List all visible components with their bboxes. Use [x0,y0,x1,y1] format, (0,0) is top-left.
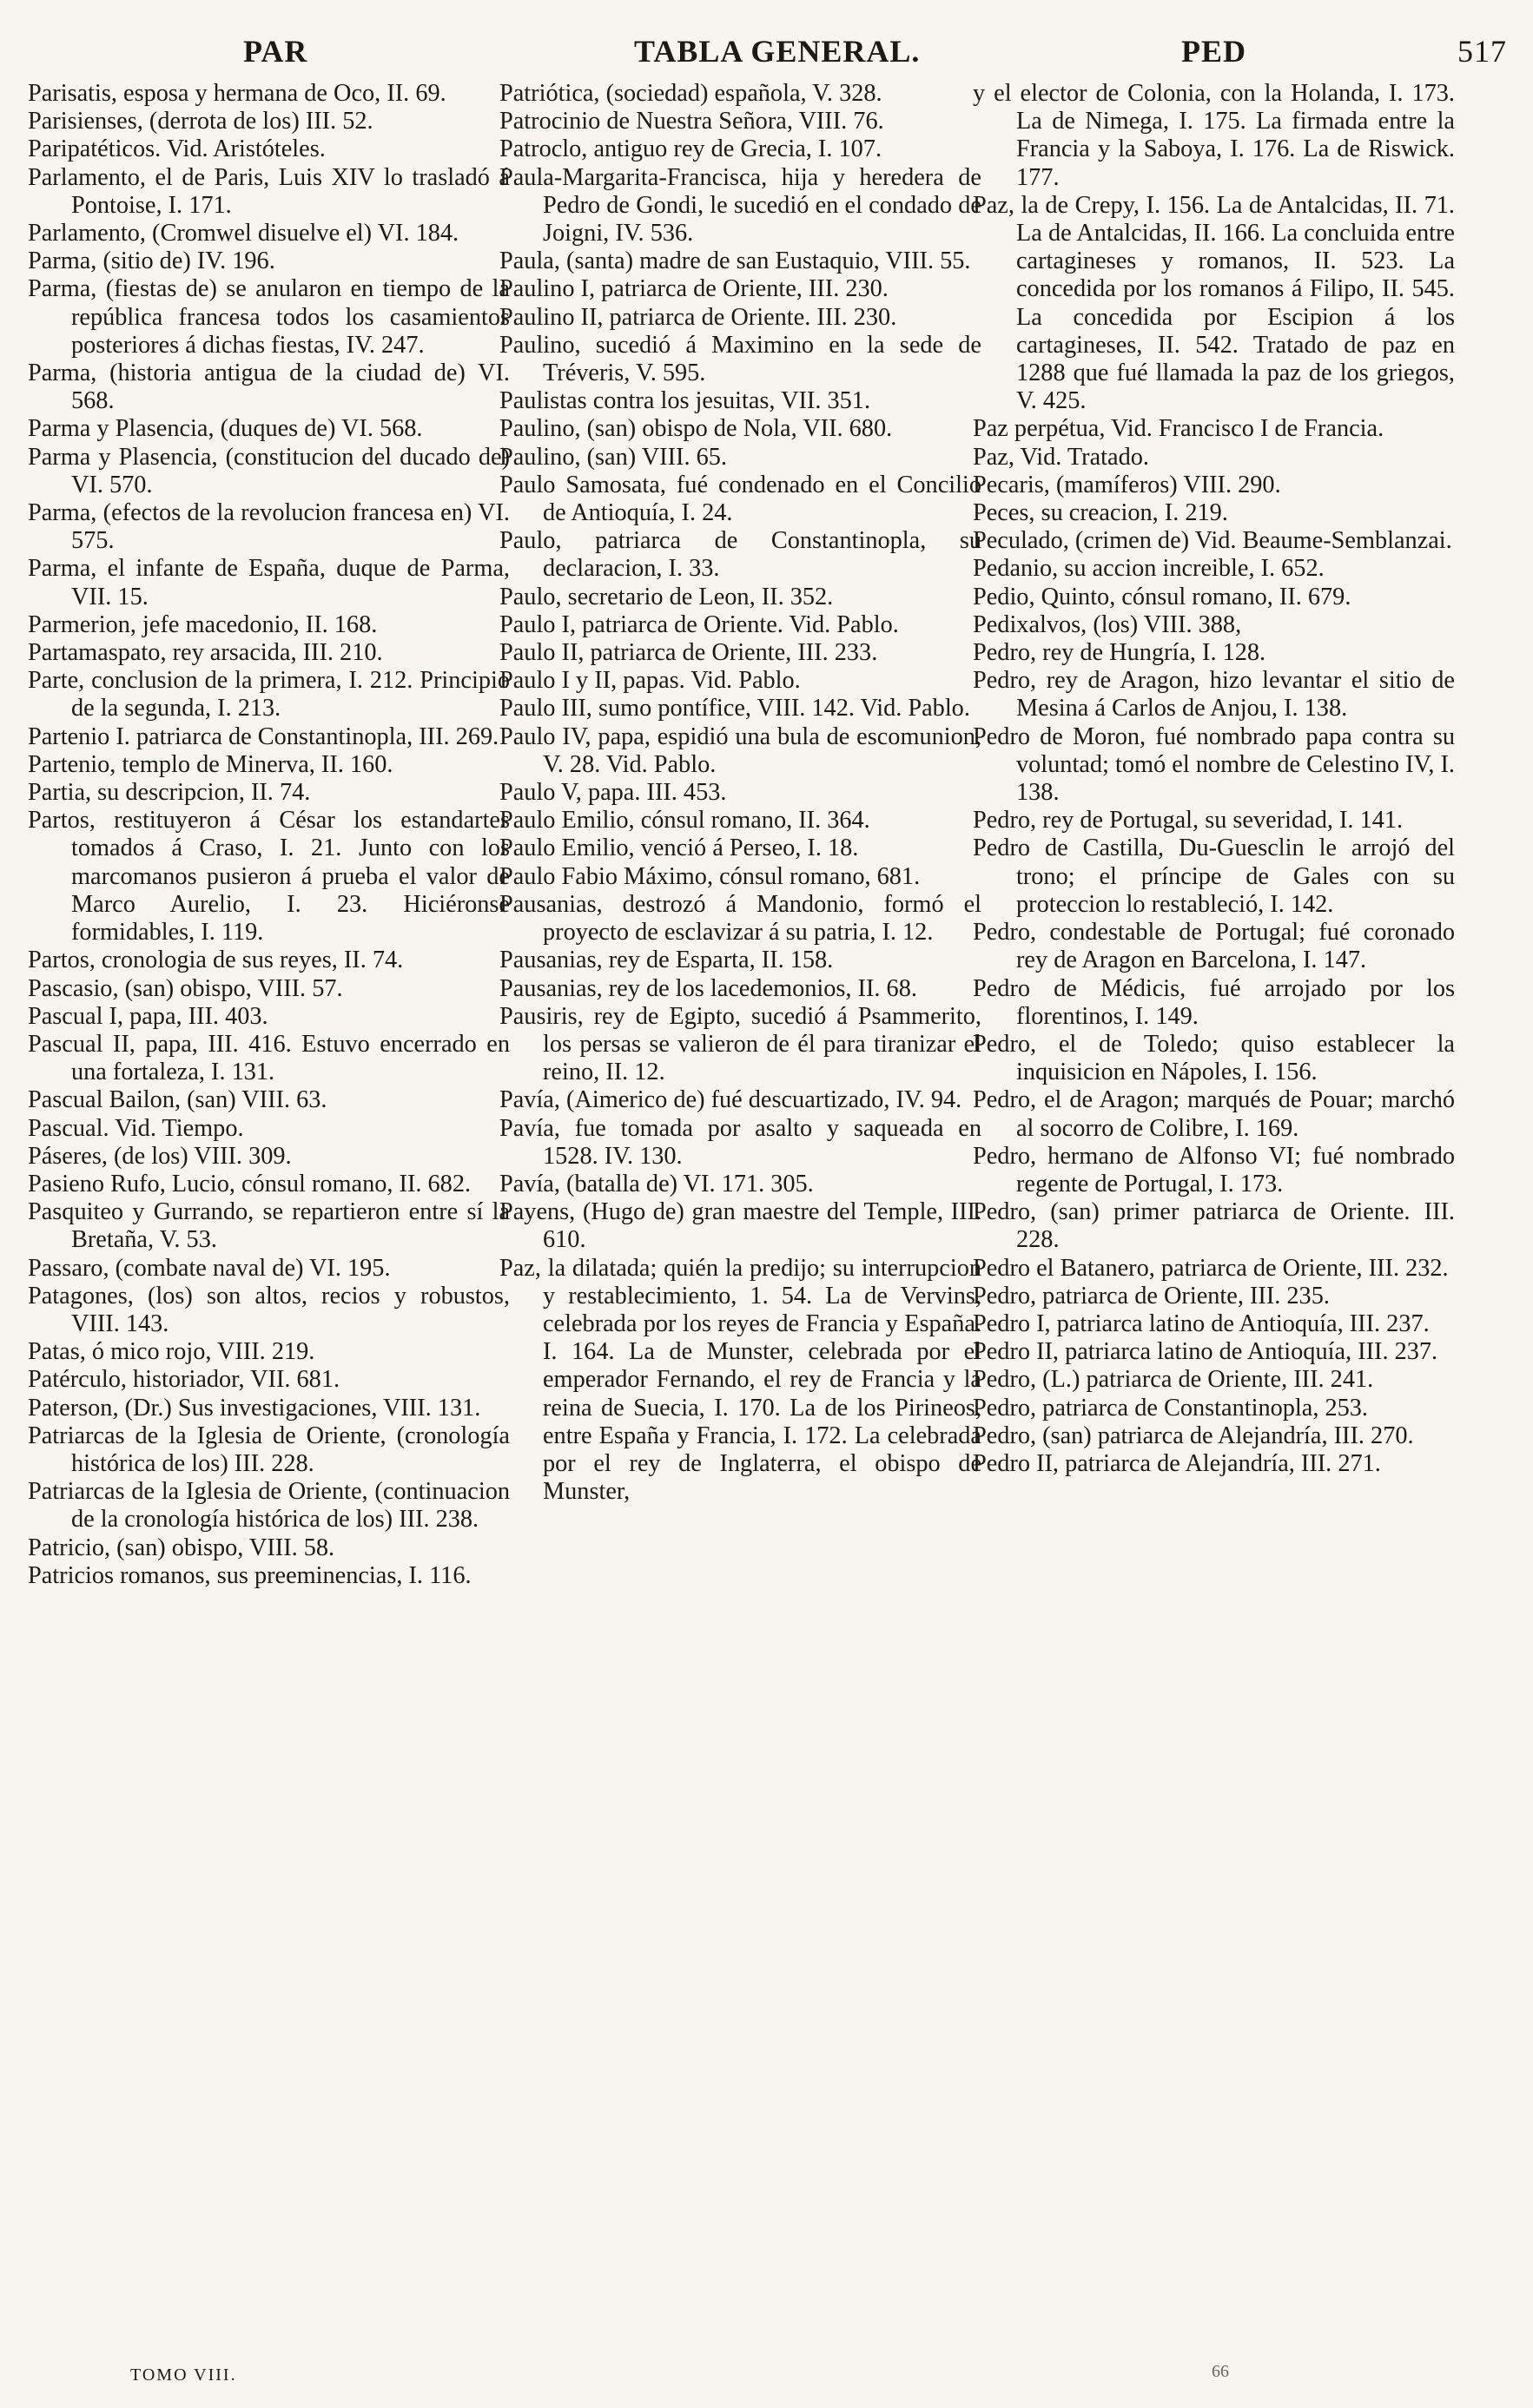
index-entry: Parma, el infante de España, duque de Parma, VII. 15. [28,555,510,610]
volume-footer: TOMO VIII. [130,2365,237,2385]
index-entry: Pedro, (san) primer patriarca de Oriente. III. 228. [973,1198,1455,1254]
index-entry: Paz, la dilatada; quién la predijo; su interrupcion y restablecimiento, 1. 54. La de Vervins, celebrada por los reyes de Francia y España. I. 164. La de Munster, celebrada por el emperador Fernando, el rey de Francia y la reina de Suecia, I. 170. La de los Pirineos, entre España y Francia, I. 172. La celebrada por el rey de Inglaterra, el obispo de Munster, [499,1254,981,1506]
header-left-keyword: PAR [243,34,308,69]
index-entry: Paz perpétua, Vid. Francisco I de Francia. [973,415,1384,443]
index-entry: Paulistas contra los jesuitas, VII. 351. [499,387,871,415]
index-entry: Partenio I. patriarca de Constantinopla, III. 269. [28,722,499,750]
index-entry: Passaro, (combate naval de) VI. 195. [28,1254,391,1282]
index-entry: Pedro, patriarca de Constantinopla, 253. [973,1394,1368,1422]
index-entry: Paulino, sucedió á Maximino en la sede de Tréveris, V. 595. [499,331,981,387]
index-entry: Pedro, rey de Aragon, hizo levantar el sitio de Mesina á Carlos de Anjou, I. 138. [973,667,1455,722]
index-entry: Paulo Emilio, venció á Perseo, I. 18. [499,835,859,862]
index-entry: Pedanio, su accion increible, I. 652. [973,555,1325,583]
index-entry: Parisatis, esposa y hermana de Oco, II. 69. [28,80,446,107]
index-entry: Pedro, el de Toledo; quiso establecer la inquisicion en Nápoles, I. 156. [973,1030,1455,1086]
index-entry: Paulo I y II, papas. Vid. Pablo. [499,667,801,695]
index-entry: Paula, (santa) madre de san Eustaquio, VIII. 55. [499,247,971,275]
index-entry: y el elector de Colonia, con la Holanda, I. 173. La de Nimega, I. 175. La firmada entre la Francia y la Saboya, I. 176. La de Riswick. 177. [973,80,1455,191]
index-entry: Patrocinio de Nuestra Señora, VIII. 76. [499,108,884,135]
index-entry: Pecaris, (mamíferos) VIII. 290. [973,471,1281,498]
index-entry: Pasieno Rufo, Lucio, cónsul romano, II. 682. [28,1170,472,1197]
index-entry: Pedro, el de Aragon; marqués de Pouar; marchó al socorro de Colibre, I. 169. [973,1086,1455,1142]
index-entry: Paulo II, patriarca de Oriente, III. 233. [499,639,878,667]
index-entry: Partenio, templo de Minerva, II. 160. [28,750,393,778]
index-entry: Pedixalvos, (los) VIII. 388, [973,610,1242,638]
index-entry: Paulo Emilio, cónsul romano, II. 364. [499,807,870,835]
index-column-3 [973,80,1455,1478]
page-header [26,33,1507,76]
index-entry: Parlamento, el de Paris, Luis XIV lo trasladó á Pontoise, I. 171. [28,163,510,219]
index-entry: Peculado, (crimen de) Vid. Beaume-Semblanzai. [973,527,1452,555]
index-entry: Paulo Samosata, fué condenado en el Concilio de Antioquía, I. 24. [499,471,981,527]
index-entry: Patricios romanos, sus preeminencias, I. 116. [28,1561,472,1589]
index-entry: Pavía, (Aimerico de) fué descuartizado, IV. 94. [499,1086,962,1114]
index-entry: Pedro, patriarca de Oriente, III. 235. [973,1282,1330,1310]
index-entry: Partos, restituyeron á César los estandartes tomados á Craso, I. 21. Junto con los marcomanos pusieron á prueba el valor de Marco Aurelio, I. 23. Hiciéronse formidables, I. 119. [28,807,510,947]
index-entry: Paulo, secretario de Leon, II. 352. [499,583,834,610]
index-entry: Pascual II, papa, III. 416. Estuvo encerrado en una fortaleza, I. 131. [28,1030,510,1086]
index-entry: Pascasio, (san) obispo, VIII. 57. [28,974,343,1002]
index-entry: Patricio, (san) obispo, VIII. 58. [28,1534,335,1561]
index-entry: Paulo, patriarca de Constantinopla, su declaracion, I. 33. [499,527,981,583]
index-entry: Paulino II, patriarca de Oriente. III. 230. [499,303,897,331]
index-entry: Pedro, rey de Hungría, I. 128. [973,639,1266,667]
index-entry: Parisienses, (derrota de los) III. 52. [28,108,373,135]
index-entry: Partos, cronologia de sus reyes, II. 74. [28,947,404,974]
index-entry: Parma, (historia antigua de la ciudad de) VI. 568. [28,360,510,415]
index-entry: Patroclo, antiguo rey de Grecia, I. 107. [499,135,882,163]
index-entry: Páseres, (de los) VIII. 309. [28,1142,292,1170]
index-entry: Pedro II, patriarca latino de Antioquía, III. 237. [973,1338,1438,1366]
index-entry: Pascual Bailon, (san) VIII. 63. [28,1086,327,1114]
index-entry: Peces, su creacion, I. 219. [973,499,1228,527]
index-entry: Paz, la de Crepy, I. 156. La de Antalcidas, II. 71. La de Antalcidas, II. 166. La concluida entre cartagineses y romanos, II. 523. La concedida por los romanos á Filipo, II. 545. La concedida por Escipion á los cartagineses, II. 542. Tratado de paz en 1288 que fué llamada la paz de los griegos, V. 425. [973,191,1455,415]
index-entry: Pedio, Quinto, cónsul romano, II. 679. [973,583,1351,610]
index-entry: Pascual I, papa, III. 403. [28,1002,268,1030]
index-entry: Patagones, (los) son altos, recios y robustos, VIII. 143. [28,1282,510,1337]
index-entry: Parma y Plasencia, (constitucion del ducado de) VI. 570. [28,443,510,498]
signature-mark: 66 [1212,2362,1229,2381]
index-entry: Pavía, (batalla de) VI. 171. 305. [499,1170,814,1197]
index-entry: Patérculo, historiador, VII. 681. [28,1366,340,1394]
index-entry: Pedro, (san) patriarca de Alejandría, III. 270. [973,1422,1414,1449]
index-entry: Patriarcas de la Iglesia de Oriente, (cronología histórica de los) III. 228. [28,1422,510,1477]
index-entry: Patriarcas de la Iglesia de Oriente, (continuacion de la cronología histórica de los) III. 238. [28,1478,510,1534]
index-entry: Paula-Margarita-Francisca, hija y heredera de Pedro de Gondi, le sucedió en el condado de Joigni, IV. 536. [499,163,981,247]
index-entry: Parte, conclusion de la primera, I. 212. Principio de la segunda, I. 213. [28,667,510,722]
index-entry: Pedro, condestable de Portugal; fué coronado rey de Aragon en Barcelona, I. 147. [973,919,1455,974]
index-entry: Pedro, rey de Portugal, su severidad, I. 141. [973,807,1404,835]
index-entry: Pausanias, destrozó á Mandonio, formó el proyecto de esclavizar á su patria, I. 12. [499,890,981,947]
index-entry: Paulo IV, papa, espidió una bula de escomunion, V. 28. Vid. Pablo. [499,722,981,778]
index-entry: Pedro, hermano de Alfonso VI; fué nombrado regente de Portugal, I. 173. [973,1142,1455,1197]
header-right-keyword: PED [1181,34,1246,69]
index-entry: Parlamento, (Cromwel disuelve el) VI. 184. [28,220,459,247]
index-entry: Parmerion, jefe macedonio, II. 168. [28,610,378,638]
index-entry: Paulo I, patriarca de Oriente. Vid. Pablo. [499,610,899,638]
index-entry: Paz, Vid. Tratado. [973,443,1149,471]
index-entry: Parma, (fiestas de) se anularon en tiempo de la república francesa todos los casamientos posteriores á dichas fiestas, IV. 247. [28,275,510,359]
index-entry: Pedro II, patriarca de Alejandría, III. 271. [973,1449,1381,1477]
index-entry: Partia, su descripcion, II. 74. [28,779,311,807]
index-entry: Paulo III, sumo pontífice, VIII. 142. Vid. Pablo. [499,695,970,722]
index-entry: Paulo V, papa. III. 453. [499,779,727,807]
index-entry: Pedro de Moron, fué nombrado papa contra su voluntad; tomó el nombre de Celestino IV, I. 138. [973,722,1455,807]
index-entry: Pedro de Castilla, Du-Guesclin le arrojó del trono; el príncipe de Gales con su proteccion lo restableció, I. 142. [973,835,1455,918]
index-entry: Paripatéticos. Vid. Aristóteles. [28,135,326,163]
index-entry: Patriótica, (sociedad) española, V. 328. [499,80,882,107]
index-entry: Payens, (Hugo de) gran maestre del Temple, III. 610. [499,1198,981,1254]
index-entry: Pascual. Vid. Tiempo. [28,1114,244,1142]
page-number: 517 [1457,34,1507,69]
index-entry: Pavía, fue tomada por asalto y saqueada en 1528. IV. 130. [499,1114,981,1170]
index-entry: Paulino, (san) VIII. 65. [499,443,727,471]
index-entry: Parma y Plasencia, (duques de) VI. 568. [28,415,423,443]
index-entry: Pausanias, rey de Esparta, II. 158. [499,947,834,974]
index-entry: Paterson, (Dr.) Sus investigaciones, VIII. 131. [28,1394,481,1422]
index-entry: Pedro el Batanero, patriarca de Oriente, III. 232. [973,1254,1449,1282]
index-entry: Patas, ó mico rojo, VIII. 219. [28,1338,315,1366]
index-entry: Partamaspato, rey arsacida, III. 210. [28,639,383,667]
index-entry: Pasquiteo y Gurrando, se repartieron entre sí la Bretaña, V. 53. [28,1198,510,1254]
index-entry: Pausanias, rey de los lacedemonios, II. 68. [499,974,917,1002]
index-entry: Paulino I, patriarca de Oriente, III. 230. [499,275,889,303]
index-entry: Parma, (sitio de) IV. 196. [28,247,275,275]
index-entry: Pedro I, patriarca latino de Antioquía, III. 237. [973,1310,1430,1337]
index-column-2 [499,80,981,1506]
index-entry: Pedro de Médicis, fué arrojado por los florentinos, I. 149. [973,974,1455,1030]
header-title: TABLA GENERAL. [634,34,921,69]
index-entry: Pedro, (L.) patriarca de Oriente, III. 241. [973,1366,1374,1394]
index-entry: Pausiris, rey de Egipto, sucedió á Psammerito, los persas se valieron de él para tiranizar el reino, II. 12. [499,1002,981,1086]
index-column-1 [28,80,510,1590]
index-entry: Paulino, (san) obispo de Nola, VII. 680. [499,415,893,443]
index-entry: Parma, (efectos de la revolucion francesa en) VI. 575. [28,499,510,555]
index-entry: Paulo Fabio Máximo, cónsul romano, 681. [499,862,921,890]
